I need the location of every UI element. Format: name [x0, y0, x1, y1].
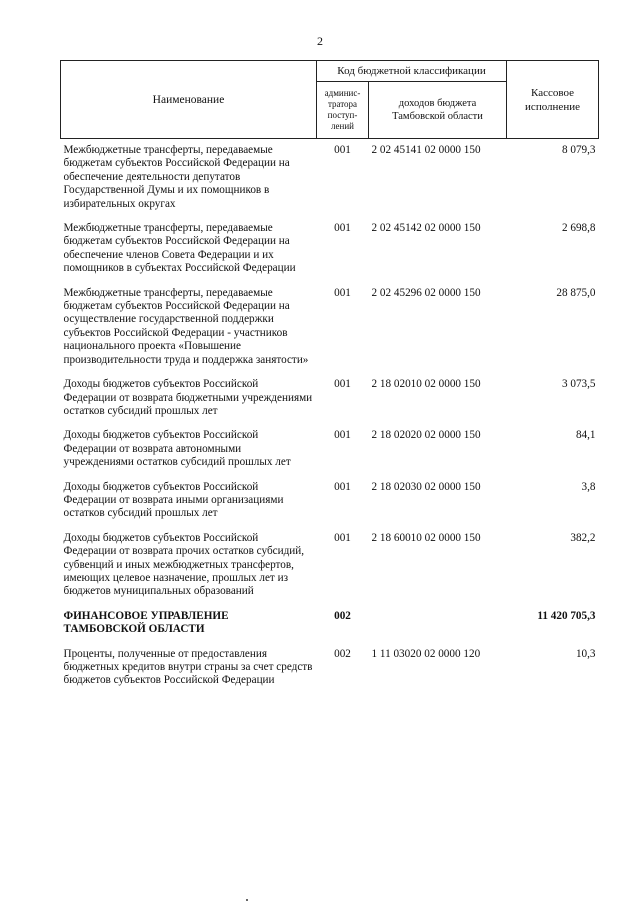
row-amount: 11 420 705,3 [537, 609, 596, 622]
table-row [61, 139, 599, 217]
row-amount: 3,8 [581, 480, 596, 493]
row-amount: 10,3 [575, 647, 596, 660]
row-name: Доходы бюджетов субъектов Российской Федерации от возврата автономными учреждениями остатков субсидий прошлых лет [63, 429, 291, 469]
row-income-code: 1 11 03020 02 0000 120 [371, 647, 481, 660]
row-amount: 2 698,8 [561, 222, 596, 235]
table-row [61, 281, 599, 372]
header-income [369, 82, 507, 139]
row-name: ФИНАНСОВОЕ УПРАВЛЕНИЕ ТАМБОВСКОЙ ОБЛАСТИ [63, 609, 229, 636]
header-income-text: доходов бюджета Тамбовской области [392, 98, 483, 122]
row-admin-code: 001 [334, 531, 351, 544]
row-name: Доходы бюджетов субъектов Российской Федерации от возврата прочих остатков субсидий, субвенций и иных межбюджетных трансфертов, имеющих целевое назначение, прошлых лет из бюджетов муниципальных образований [63, 531, 305, 598]
row-amount: 28 875,0 [556, 286, 596, 299]
budget-table [60, 60, 599, 693]
header-cash-text: Кассовое исполнение [525, 86, 580, 113]
header-admin-text: админис- тратора поступ- лений [324, 88, 361, 131]
row-income-code [369, 604, 507, 642]
header-admin [317, 82, 369, 139]
row-amount: 8 079,3 [561, 144, 596, 156]
table-row [61, 372, 599, 423]
row-admin-code: 001 [334, 480, 351, 493]
table-row [61, 423, 599, 474]
row-name: Межбюджетные трансферты, передаваемые бюджетам субъектов Российской Федерации на обеспечение деятельности депутатов Государственной Думы и их помощников в избирательных округах [63, 144, 290, 210]
table-row [61, 216, 599, 281]
scan-mark [246, 899, 248, 901]
page-number: 2 [317, 34, 323, 48]
table-body [61, 139, 599, 693]
row-name: Доходы бюджетов субъектов Российской Федерации от возврата бюджетными учреждениями остатков субсидий прошлых лет [63, 378, 313, 417]
row-name: Межбюджетные трансферты, передаваемые бюджетам субъектов Российской Федерации на обеспечение членов Совета Федерации и их помощников в субъектах Российской Федерации [63, 222, 296, 275]
header-code-group: Код бюджетной классификации [317, 61, 507, 82]
row-admin-code: 001 [334, 286, 351, 299]
row-income-code: 2 18 02020 02 0000 150 [371, 429, 481, 442]
row-income-code: 2 18 60010 02 0000 150 [371, 531, 481, 544]
row-name: Межбюджетные трансферты, передаваемые бюджетам субъектов Российской Федерации на осуществление государственной поддержки субъектов Российской Федерации - участников национального проекта «Повышение производительности труда и поддержка занятости» [63, 286, 309, 366]
row-income-code: 2 18 02010 02 0000 150 [371, 378, 481, 391]
table-row [61, 475, 599, 526]
row-income-code: 2 18 02030 02 0000 150 [371, 480, 481, 493]
row-admin-code: 001 [334, 429, 351, 442]
row-income-code: 2 02 45141 02 0000 150 [371, 144, 481, 156]
row-income-code: 2 02 45296 02 0000 150 [371, 286, 481, 299]
row-admin-code: 002 [334, 647, 351, 660]
table-header [61, 61, 599, 139]
row-income-code: 2 02 45142 02 0000 150 [371, 222, 481, 235]
header-cash [507, 61, 599, 139]
row-name: Проценты, полученные от предоставления бюджетных кредитов внутри страны за счет средств бюджетов субъектов Российской Федерации [63, 647, 313, 687]
table-row [61, 526, 599, 604]
row-admin-code: 002 [334, 609, 351, 622]
table-row [61, 642, 599, 693]
row-amount: 3 073,5 [561, 378, 596, 391]
row-name: Доходы бюджетов субъектов Российской Федерации от возврата иными организациями остатков субсидий прошлых лет [63, 480, 284, 520]
header-name: Наименование [61, 61, 317, 139]
row-admin-code: 001 [334, 144, 351, 156]
table-row [61, 604, 599, 642]
row-amount: 84,1 [575, 429, 596, 442]
row-admin-code: 001 [334, 222, 351, 235]
row-amount: 382,2 [570, 531, 596, 544]
row-admin-code: 001 [334, 378, 351, 391]
